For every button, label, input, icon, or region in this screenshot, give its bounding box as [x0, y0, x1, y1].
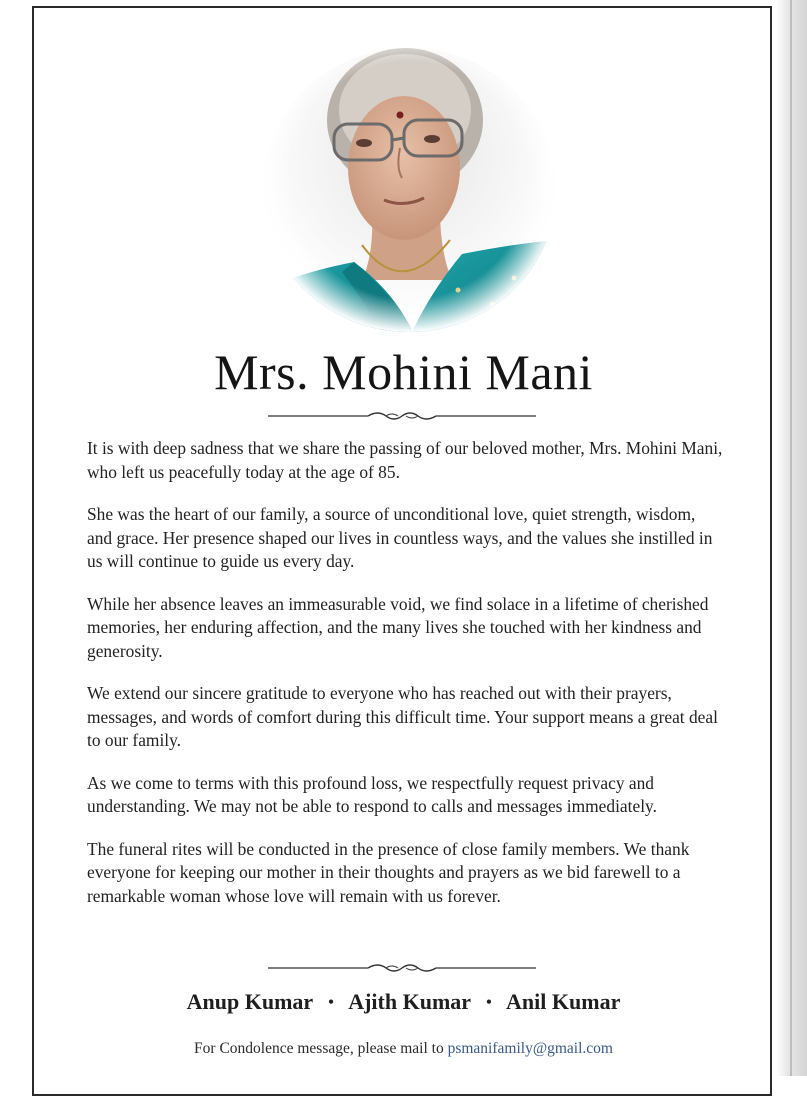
family-signers: [0, 989, 807, 1015]
condolence-contact: [0, 1040, 807, 1058]
paragraph: It is with deep sadness that we share the passing of our beloved mother, Mrs. Mohini Mani, who left us peacefully today at the age of 85.: [87, 438, 723, 482]
signer-name: Anup Kumar: [186, 989, 313, 1014]
separator-dot: •: [328, 994, 334, 1011]
separator-dot: •: [486, 994, 492, 1011]
paragraph: As we come to terms with this profound loss, we respectfully request privacy and understanding. We may not be able to respond to calls and messages immediately.: [87, 772, 657, 816]
portrait-photo: [262, 40, 556, 332]
paragraph: She was the heart of our family, a source of unconditional love, quiet strength, wisdom, and grace. Her presence shaped our lives in countless ways, and the values she instilled in us will continue to guide us every day.: [87, 504, 713, 571]
signer-name: Ajith Kumar: [348, 989, 471, 1014]
ornamental-divider: [268, 960, 536, 976]
deceased-name-title: Mrs. Mohini Mani: [214, 344, 593, 400]
signer-name: Anil Kumar: [506, 989, 621, 1014]
page-edge-line: [790, 0, 792, 1076]
notice-body: [87, 437, 723, 927]
contact-email: psmanifamily@gmail.com: [447, 1040, 613, 1057]
paragraph: We extend our sincere gratitude to everyone who has reached out with their prayers, messages, and words of comfort during this difficult time. Your support means a great deal to our family.: [87, 683, 718, 750]
paragraph: The funeral rites will be conducted in the presence of close family members. We thank everyone for keeping our mother in their thoughts and prayers as we bid farewell to a remarkable woman whose love will remain with us forever.: [87, 838, 690, 906]
contact-label: For Condolence message, please mail to: [194, 1040, 444, 1057]
paragraph: While her absence leaves an immeasurable void, we find solace in a lifetime of cherished memories, her enduring affection, and the many lives she touched with her kindness and generosity.: [87, 593, 709, 661]
ornamental-divider: [268, 408, 536, 424]
